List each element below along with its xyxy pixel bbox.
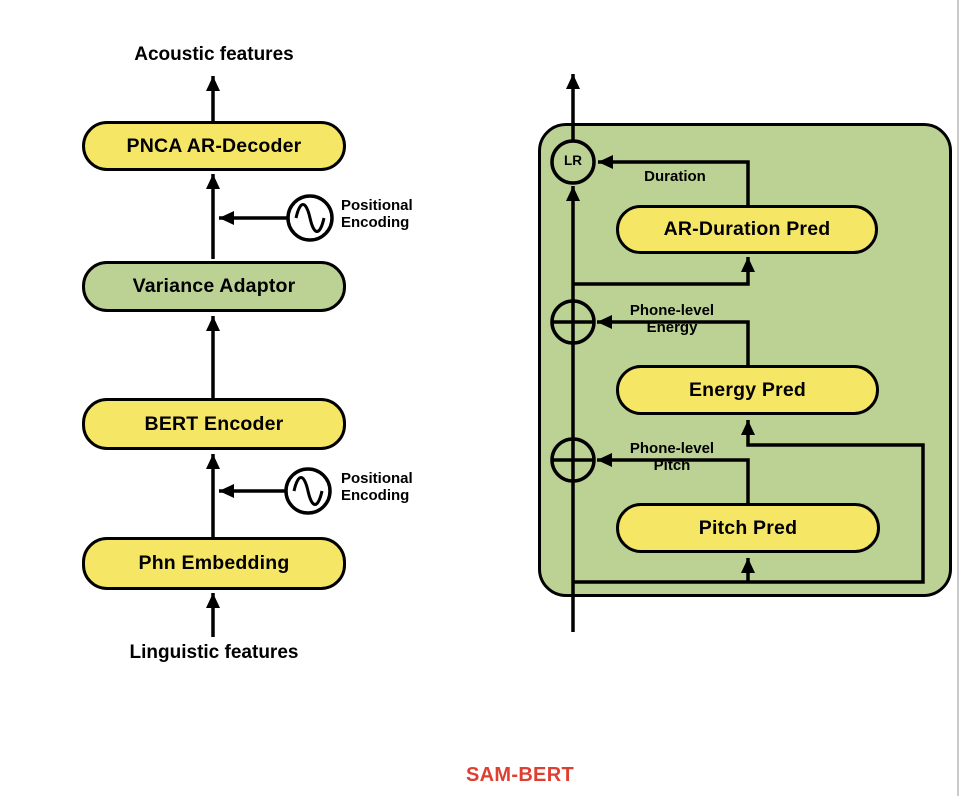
- phone-level-energy-label: [612, 302, 732, 336]
- pe-lower-line2: Encoding: [341, 487, 410, 504]
- window-edge-line: [957, 0, 959, 796]
- linguistic-features-label: Linguistic features: [129, 642, 299, 663]
- arrow-main-to-ardur: [573, 257, 748, 284]
- bert-encoder-box: BERT Encoder: [82, 398, 346, 450]
- plus-circle-energy-icon: [552, 301, 594, 343]
- pe-upper-line2: Encoding: [341, 214, 410, 231]
- duration-label: Duration: [644, 168, 706, 185]
- sam-bert-caption: SAM-BERT: [466, 764, 574, 786]
- phone-level-energy-line2: Energy: [646, 319, 698, 336]
- positional-encoding-lower-icon: [286, 469, 330, 513]
- pe-upper-line1: Positional: [341, 197, 413, 214]
- phone-level-pitch-label: [612, 440, 732, 474]
- phone-level-pitch-line2: Pitch: [653, 457, 691, 474]
- variance-adaptor-box: Variance Adaptor: [82, 261, 346, 312]
- acoustic-features-label: Acoustic features: [134, 44, 294, 65]
- lr-circle-label: LR: [564, 153, 582, 168]
- plus-circle-pitch-icon: [552, 439, 594, 481]
- ar-duration-pred-box: AR-Duration Pred: [616, 205, 878, 254]
- positional-encoding-lower-label: [341, 470, 451, 504]
- positional-encoding-upper-icon: [288, 196, 332, 240]
- phn-embedding-box: Phn Embedding: [82, 537, 346, 590]
- pnca-ar-decoder-box: PNCA AR-Decoder: [82, 121, 346, 171]
- energy-pred-box: Energy Pred: [616, 365, 879, 415]
- phone-level-energy-line1: Phone-level: [629, 302, 715, 319]
- pitch-pred-box: Pitch Pred: [616, 503, 880, 553]
- positional-encoding-upper-label: [341, 197, 451, 231]
- phone-level-pitch-line1: Phone-level: [629, 440, 715, 457]
- pe-lower-line1: Positional: [341, 470, 413, 487]
